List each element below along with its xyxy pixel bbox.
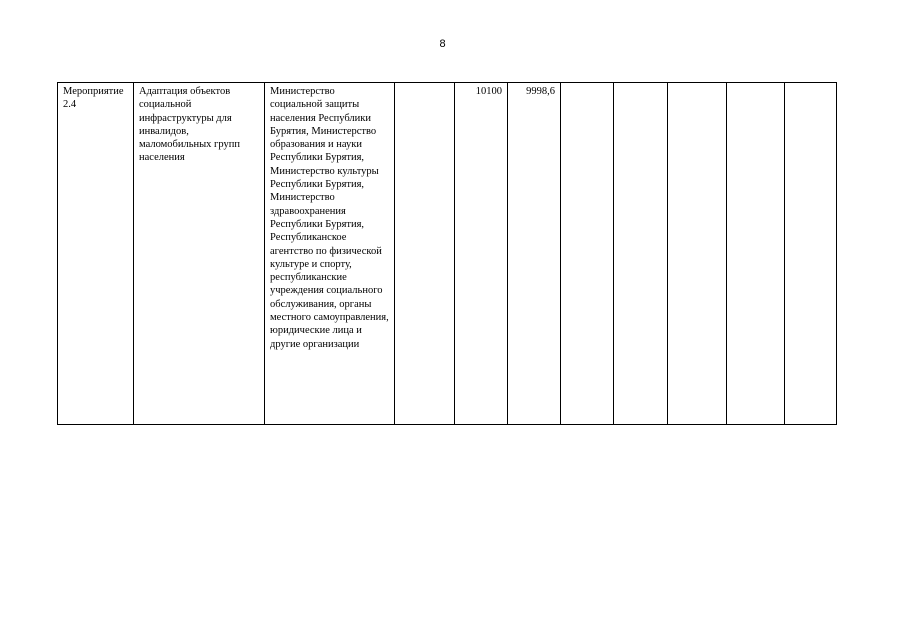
activity-cell: Мероприятие 2.4 bbox=[58, 83, 134, 425]
empty-cell-4 bbox=[395, 83, 455, 425]
activity-name-cell: Адаптация объектов социальной инфраструктуры для инвалидов, маломобильных групп населения bbox=[134, 83, 265, 425]
empty-cell-8 bbox=[614, 83, 668, 425]
program-table bbox=[57, 82, 837, 425]
table-row bbox=[58, 83, 837, 425]
executors-cell: Министерство социальной защиты населения Республики Бурятия, Министерство образования и науки Республики Бурятия, Министерство культуры Республики Бурятия, Министерство здравоохранения Республики Бурятия, Республиканское агентство по физической культуре и спорту, республиканские учреждения социального обслуживания, органы местного самоуправления, юридические лица и другие организации bbox=[265, 83, 395, 425]
empty-cell-7 bbox=[561, 83, 614, 425]
plan-value-cell: 10100 bbox=[455, 83, 508, 425]
page-number: 8 bbox=[439, 38, 446, 50]
empty-cell-9 bbox=[668, 83, 727, 425]
empty-cell-11 bbox=[785, 83, 837, 425]
actual-value-cell: 9998,6 bbox=[508, 83, 561, 425]
empty-cell-10 bbox=[727, 83, 785, 425]
